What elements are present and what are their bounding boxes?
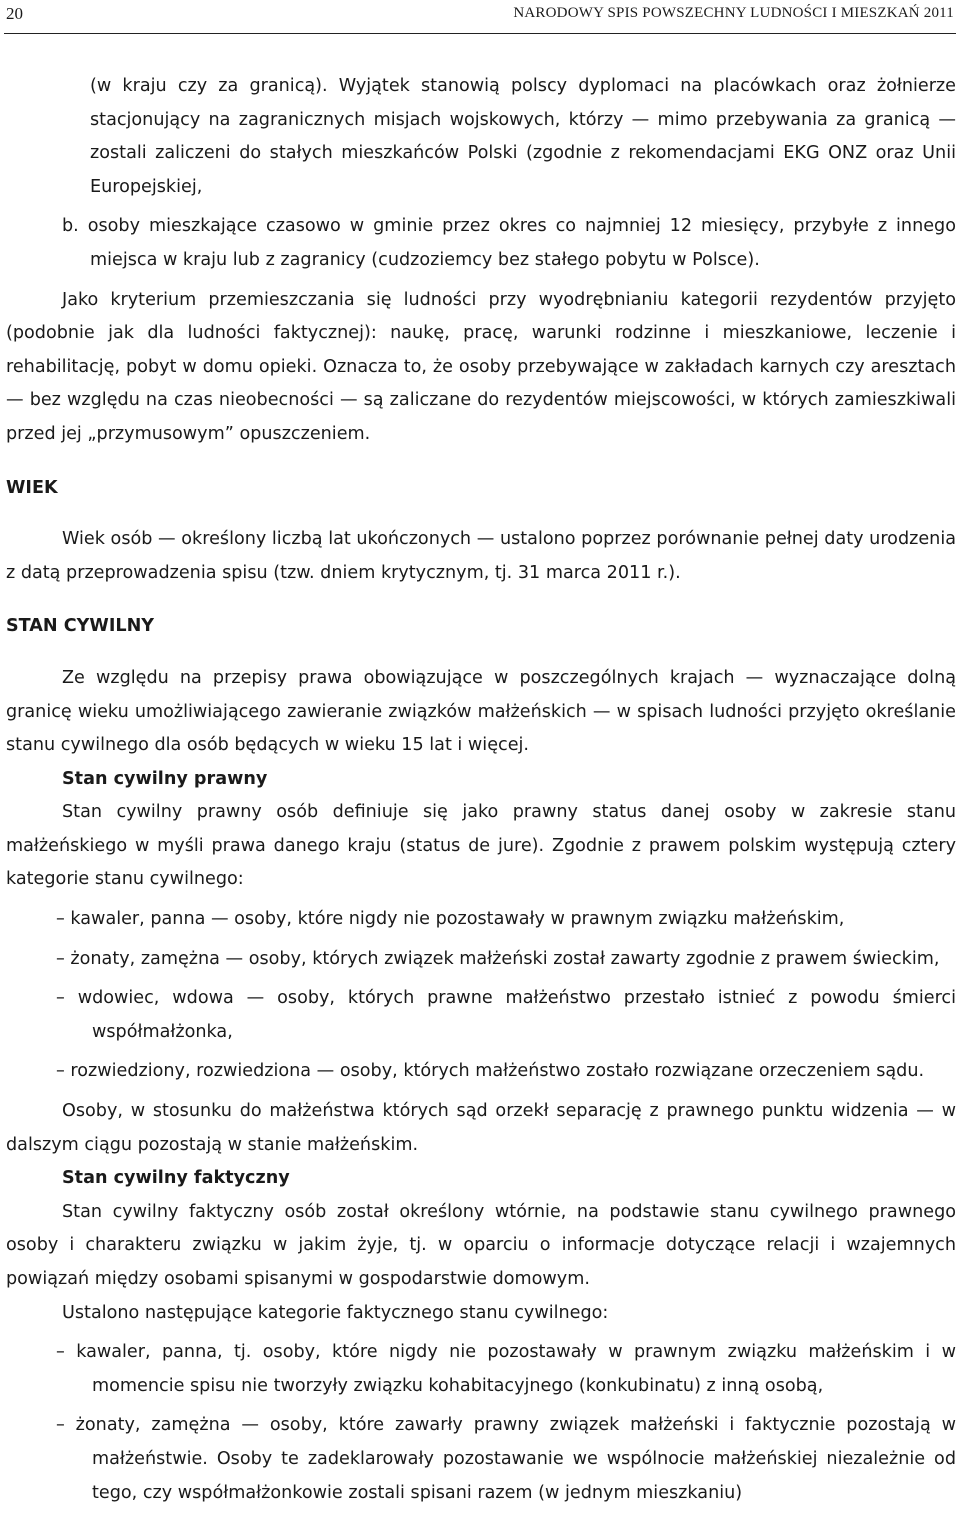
page-number: 20	[6, 4, 23, 23]
paragraph-migration-criteria: Jako kryterium przemieszczania się ludności przy wyodrębnianiu kategorii rezydentów przyjęto (podobnie jak dla ludności faktycznej): naukę, pracę, warunki rodzinne i mieszkaniowe, leczenie i rehabilitację, pobyt w domu opieki. Oznacza to, że osoby przebywające w zakładach karnych czy aresztach — bez względu na czas nieobecności — są zaliczane do rezydentów miejscowości, w których zamieszkiwali przed jej „przymusowym” opuszczeniem.	[6, 289, 956, 444]
paragraph-residents-exception: (w kraju czy za granicą). Wyjątek stanowią polscy dyplomaci na placówkach oraz żołnierze stacjonujący na zagranicznych misjach wojskowych, którzy — mimo przebywania za granicą — zostali zaliczeni do stałych mieszkańców Polski (zgodnie z rekomendacjami EKG ONZ oraz Unii Europejskiej,	[90, 76, 956, 197]
list-item: – kawaler, panna — osoby, które nigdy nie pozostawały w prawnym związku małżeńskim,	[56, 909, 845, 930]
paragraph-separacja: Osoby, w stosunku do małżeństwa których sąd orzekł separację z prawnego punktu widzenia — w dalszym ciągu pozostają w stanie małżeńskim.	[6, 1101, 956, 1155]
page-header	[0, 0, 960, 38]
header-rule	[4, 33, 956, 34]
list-item-b: b. osoby mieszkające czasowo w gminie przez okres co najmniej 12 miesięcy, przybyłe z innego miejsca w kraju lub z zagranicy (cudzoziemcy bez stałego pobytu w Polsce).	[62, 216, 956, 270]
list-item: – żonaty, zamężna — osoby, które zawarły prawny związek małżeński i faktycznie pozostają w małżeństwie. Osoby te zadeklarowały pozostawanie we wspólnocie małżeńskiej niezależnie od tego, czy współmałżonkowie zostali spisani razem (w jednym mieszkaniu)	[56, 1415, 956, 1503]
paragraph-stan-cywilny: Ze względu na przepisy prawa obowiązujące w poszczególnych krajach — wyznaczające dolną granicę wieku umożliwiającego zawieranie związków małżeńskich — w spisach ludności przyjęto określanie stanu cywilnego dla osób będących w wieku 15 lat i więcej.	[6, 667, 956, 756]
list-item: – kawaler, panna, tj. osoby, które nigdy nie pozostawały w prawnym związku małżeńskim i w momencie spisu nie tworzyły związku kohabitacyjnego (konkubinatu) z inną osobą,	[56, 1342, 956, 1396]
subheading-stan-faktyczny: Stan cywilny faktyczny	[62, 1168, 290, 1189]
paragraph-faktyczny-intro: Ustalono następujące kategorie faktycznego stanu cywilnego:	[62, 1302, 609, 1323]
section-heading-stan-cywilny: STAN CYWILNY	[6, 616, 155, 637]
list-item: – rozwiedziony, rozwiedziona — osoby, których małżeństwo zostało rozwiązane orzeczeniem sądu.	[56, 1061, 925, 1082]
paragraph-stan-faktyczny: Stan cywilny faktyczny osób został określony wtórnie, na podstawie stanu cywilnego prawnego osoby i charakteru związku w jakim żyje, tj. w oparciu o informacje dotyczące relacji i wzajemnych powiązań między osobami spisanymi w gospodarstwie domowym.	[6, 1201, 956, 1289]
paragraph-wiek: Wiek osób — określony liczbą lat ukończonych — ustalono poprzez porównanie pełnej daty urodzenia z datą przeprowadzenia spisu (tzw. dniem krytycznym, tj. 31 marca 2011 r.).	[6, 529, 956, 583]
list-item: – żonaty, zamężna — osoby, których związek małżeński został zawarty zgodnie z prawem świeckim,	[56, 948, 940, 969]
paragraph-stan-prawny: Stan cywilny prawny osób definiuje się jako prawny status danej osoby w zakresie stanu małżeńskiego w myśli prawa danego kraju (status de jure). Zgodnie z prawem polskim występują cztery kategorie stanu cywilnego:	[6, 802, 956, 890]
list-item: – wdowiec, wdowa — osoby, których prawne małżeństwo przestało istnieć z powodu śmierci współmałżonka,	[56, 988, 956, 1042]
page-body	[6, 70, 956, 1510]
section-heading-wiek: WIEK	[6, 477, 58, 498]
running-title: NARODOWY SPIS POWSZECHNY LUDNOŚCI I MIESZKAŃ 2011	[513, 5, 954, 21]
subheading-stan-prawny: Stan cywilny prawny	[62, 768, 268, 789]
